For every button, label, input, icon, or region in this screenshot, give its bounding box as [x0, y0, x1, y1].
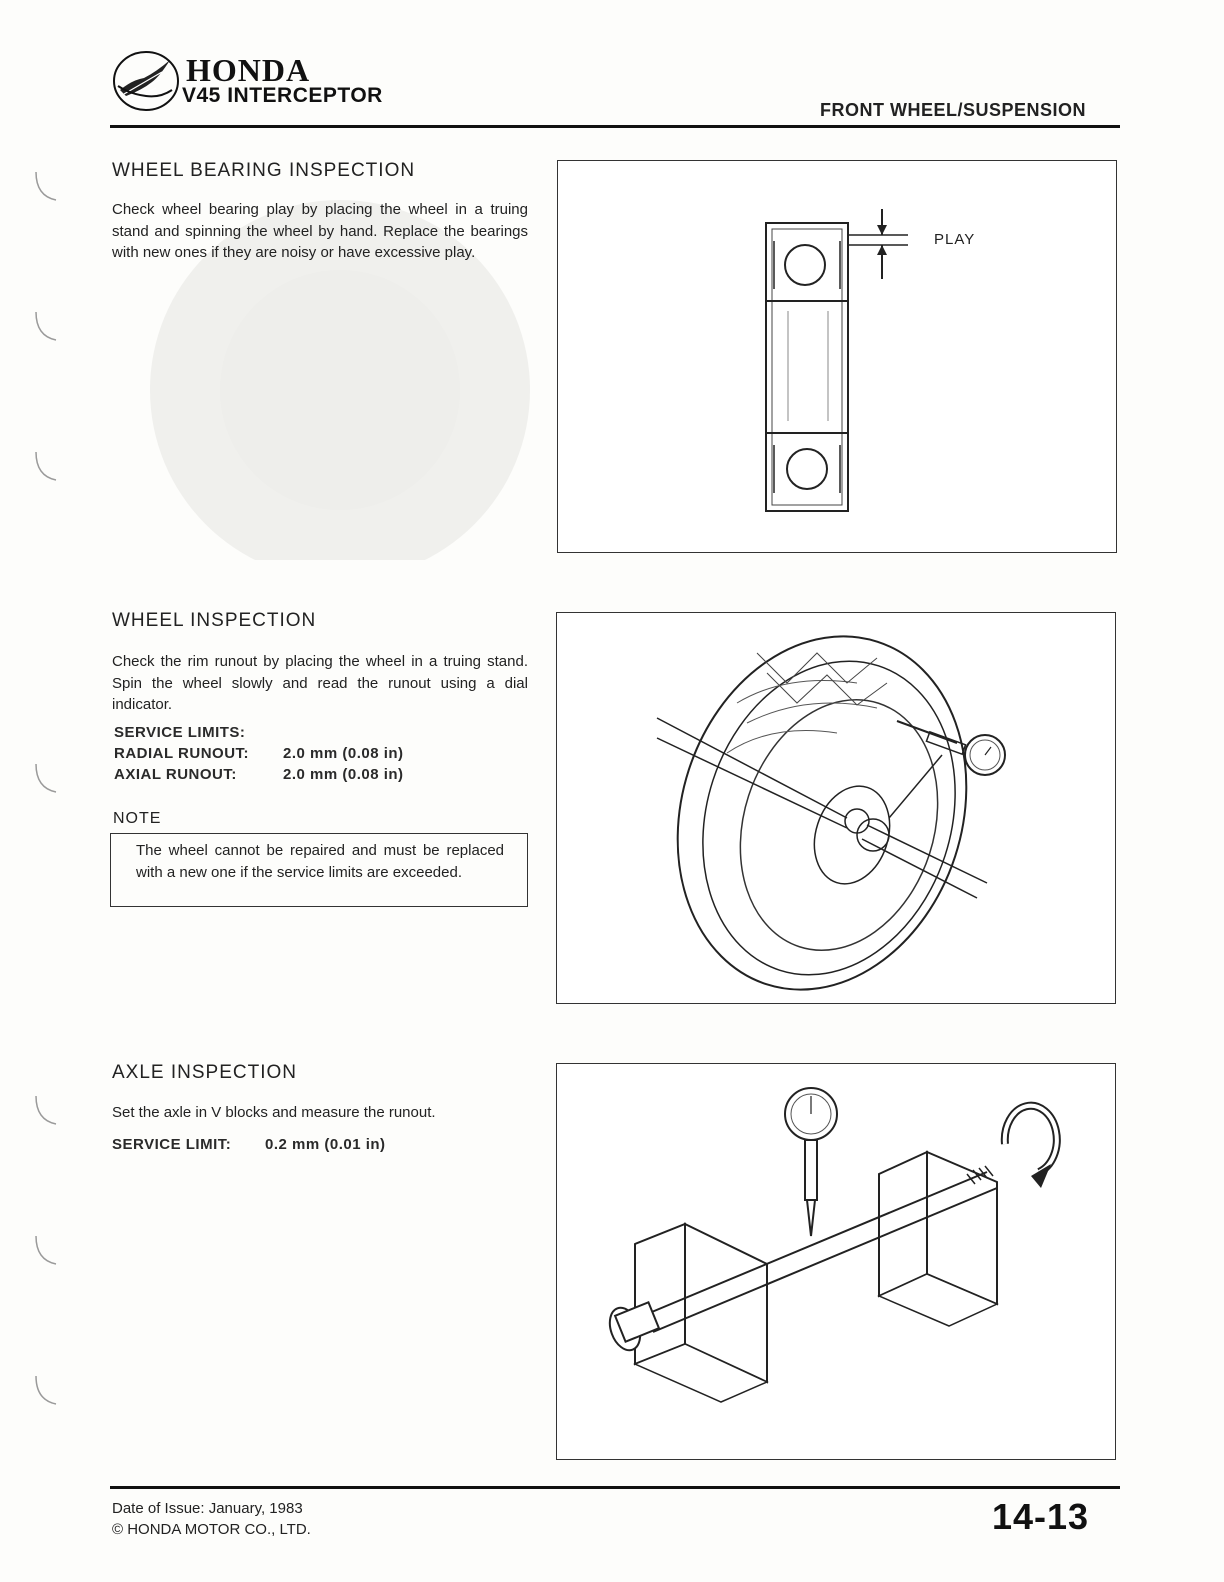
axle-v-blocks-diagram — [557, 1064, 1114, 1458]
header-rule — [110, 125, 1120, 128]
wheel-bearing-body: Check wheel bearing play by placing the wheel in a truing stand and spinning the wheel by hand. Replace the bearings with new ones if they are noisy or have excessive play. — [112, 201, 528, 261]
radial-runout-value: 2.0 mm (0.08 in) — [283, 745, 404, 762]
wheel-inspection-body: Check the rim runout by placing the wheel in a truing stand. Spin the wheel slowly and read the runout using a dial indicator. — [112, 653, 528, 713]
binder-hole-mark — [18, 448, 58, 488]
radial-runout-label: RADIAL RUNOUT: — [114, 745, 250, 762]
copyright: © HONDA MOTOR CO., LTD. — [112, 1521, 311, 1538]
binder-hole-mark — [18, 1372, 58, 1412]
wheel-inspection-heading: WHEEL INSPECTION — [112, 610, 317, 631]
bearing-play-figure — [557, 160, 1117, 553]
binder-hole-mark — [18, 1232, 58, 1272]
wheel-dial-indicator-diagram — [557, 613, 1114, 1002]
wheel-runout-figure — [556, 612, 1116, 1004]
issue-date: Date of Issue: January, 1983 — [112, 1500, 303, 1517]
binder-hole-mark — [18, 308, 58, 348]
play-label: PLAY — [934, 231, 976, 248]
axle-inspection-body: Set the axle in V blocks and measure the runout. — [112, 1104, 436, 1121]
axle-service-limit-value: 0.2 mm (0.01 in) — [265, 1136, 386, 1153]
page-number: 14-13 — [992, 1496, 1090, 1537]
axle-runout-figure — [556, 1063, 1116, 1460]
binder-hole-mark — [18, 168, 58, 208]
footer-rule — [110, 1486, 1120, 1489]
wheel-bearing-heading: WHEEL BEARING INSPECTION — [112, 160, 416, 181]
bearing-cross-section-diagram — [558, 161, 1115, 551]
axial-runout-label: AXIAL RUNOUT: — [114, 766, 237, 783]
section-title: FRONT WHEEL/SUSPENSION — [820, 100, 1087, 120]
service-limits-title: SERVICE LIMITS: — [114, 724, 246, 741]
binder-hole-mark — [18, 760, 58, 800]
axle-inspection-heading: AXLE INSPECTION — [112, 1062, 297, 1083]
note-label: NOTE — [113, 810, 162, 827]
honda-wing-emblem — [112, 50, 180, 112]
axial-runout-value: 2.0 mm (0.08 in) — [283, 766, 404, 783]
axle-service-limit-label: SERVICE LIMIT: — [112, 1136, 232, 1153]
binder-hole-mark — [18, 1092, 58, 1132]
model-name: V45 INTERCEPTOR — [182, 84, 383, 107]
note-text: The wheel cannot be repaired and must be replaced with a new one if the service limits are exceeded. — [136, 842, 504, 881]
brand-logo-text: HONDA — [186, 52, 311, 88]
